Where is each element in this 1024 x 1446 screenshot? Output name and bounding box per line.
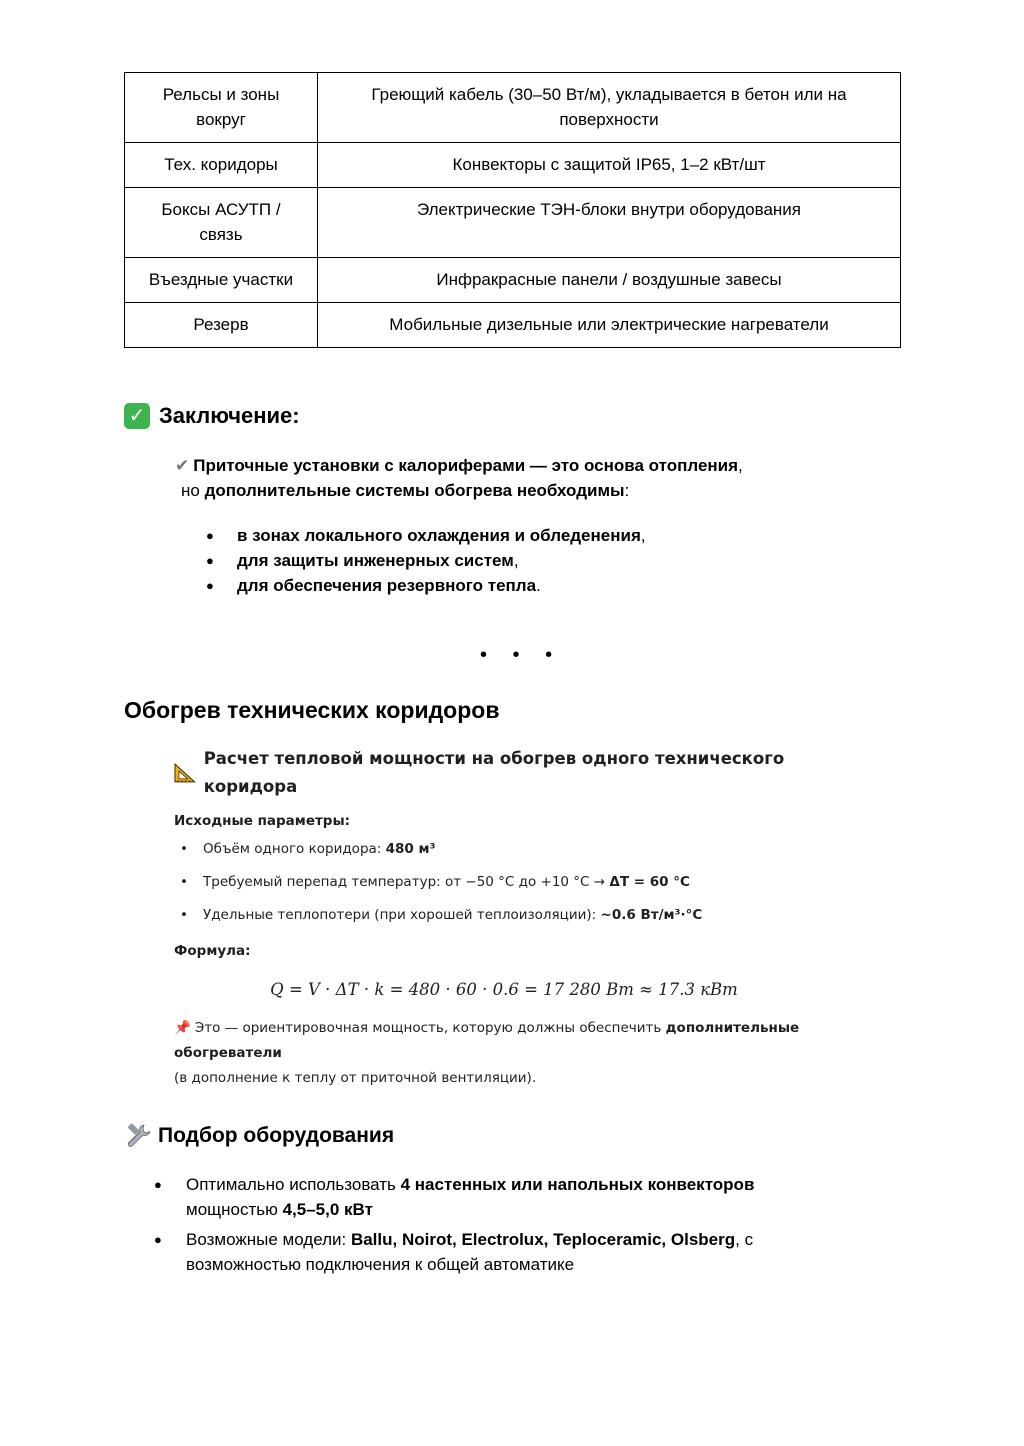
equip-line2: мощностью — [186, 1200, 283, 1219]
formula-label: Формула: — [174, 943, 251, 959]
list-item — [174, 872, 874, 892]
conclusion-line2-punct: : — [624, 481, 630, 500]
solution-cell: Греющий кабель (30–50 Вт/м), укладывается в бетон или на поверхности — [318, 73, 901, 143]
params-list — [174, 839, 874, 925]
note-bold: дополнительные обогреватели — [174, 1020, 800, 1061]
section-divider: • • • — [480, 644, 563, 666]
conclusion-title: Заключение: — [159, 403, 300, 428]
solution-cell: Конвекторы с защитой IP65, 1–2 кВт/шт — [318, 143, 901, 188]
param-text: Объём одного коридора: — [203, 841, 386, 857]
conclusion-line2-prefix: но — [181, 481, 205, 500]
bullet-punct: , — [640, 526, 646, 545]
zone-cell: Рельсы и зоны вокруг — [125, 73, 318, 143]
param-text: Удельные теплопотери (при хорошей теплоизоляции): — [203, 907, 601, 923]
bullet-bold: для обеспечения резервного тепла — [237, 576, 537, 595]
zone-cell: Боксы АСУТП / связь — [125, 188, 318, 258]
calculation-block — [174, 745, 874, 1091]
equip-text: Возможные модели: — [186, 1230, 351, 1249]
conclusion-bullets — [206, 523, 646, 598]
list-item — [174, 839, 874, 859]
calculation-title — [174, 745, 874, 801]
calculation-title-text: Расчет тепловой мощности на обогрев одного технического коридора — [203, 749, 785, 796]
corridors-heading: Обогрев технических коридоров — [124, 697, 500, 723]
equip-bold: Ballu, Noirot, Electrolux, Teploceramic, Olsberg — [350, 1230, 736, 1249]
param-value: 480 м³ — [385, 841, 436, 857]
param-text: Требуемый перепад температур: от −50 °C до +10 °C → — [203, 874, 610, 890]
list-item — [154, 1172, 854, 1222]
table-row — [125, 188, 901, 258]
equip-line2-bold: 4,5–5,0 кВт — [282, 1200, 373, 1219]
heating-zones-table — [124, 72, 901, 348]
check-mark-button-icon: ✓ — [124, 403, 150, 429]
equipment-title: Подбор оборудования — [158, 1124, 395, 1147]
bullet-punct: . — [536, 576, 541, 595]
table-row — [125, 73, 901, 143]
conclusion-intro-bold: Приточные установки с калориферами — это основа отопления — [193, 456, 739, 475]
equip-bold: 4 настенных или напольных конвекторов — [400, 1175, 755, 1194]
param-value: ~0.6 Вт/м³·°C — [600, 907, 703, 923]
bullet-bold: в зонах локального охлаждения и обледенения — [237, 526, 641, 545]
list-item — [206, 573, 646, 598]
conclusion-heading — [124, 400, 300, 432]
equip-after: , с возможностью подключения к общей автоматике — [186, 1230, 754, 1274]
list-item — [174, 905, 874, 925]
equipment-heading — [124, 1121, 394, 1151]
triangular-ruler-icon — [174, 763, 196, 783]
list-item — [154, 1227, 854, 1277]
pushpin-icon: 📌 — [174, 1020, 191, 1036]
params-label: Исходные параметры: — [174, 813, 351, 829]
table-row — [125, 303, 901, 348]
equipment-list — [154, 1172, 854, 1282]
bullet-punct: , — [513, 551, 519, 570]
solution-cell: Мобильные дизельные или электрические нагреватели — [318, 303, 901, 348]
solution-cell: Инфракрасные панели / воздушные завесы — [318, 258, 901, 303]
table-row — [125, 258, 901, 303]
list-item — [206, 548, 646, 573]
param-value: ΔT = 60 °C — [609, 874, 690, 890]
conclusion-line2-bold: дополнительные системы обогрева необходимы — [204, 481, 625, 500]
calculation-note — [174, 1016, 874, 1091]
zone-cell: Въездные участки — [125, 258, 318, 303]
conclusion-intro-punct: , — [738, 456, 743, 475]
note-after: (в дополнение к теплу от приточной вентиляции). — [174, 1070, 537, 1086]
formula: Q = V · ΔT · k = 480 · 60 · 0.6 = 17 280 Вт ≈ 17.3 кВт — [270, 980, 738, 999]
solution-cell: Электрические ТЭН-блоки внутри оборудования — [318, 188, 901, 258]
bullet-bold: для защиты инженерных систем — [237, 551, 514, 570]
conclusion-paragraph — [175, 453, 743, 503]
hammer-and-wrench-icon — [124, 1123, 150, 1149]
zone-cell: Тех. коридоры — [125, 143, 318, 188]
check-mark-icon: ✔ — [175, 456, 190, 475]
list-item — [206, 523, 646, 548]
equip-text: Оптимально использовать — [186, 1175, 401, 1194]
zone-cell: Резерв — [125, 303, 318, 348]
table-row — [125, 143, 901, 188]
note-text: Это — ориентировочная мощность, которую должны обеспечить — [194, 1020, 666, 1036]
